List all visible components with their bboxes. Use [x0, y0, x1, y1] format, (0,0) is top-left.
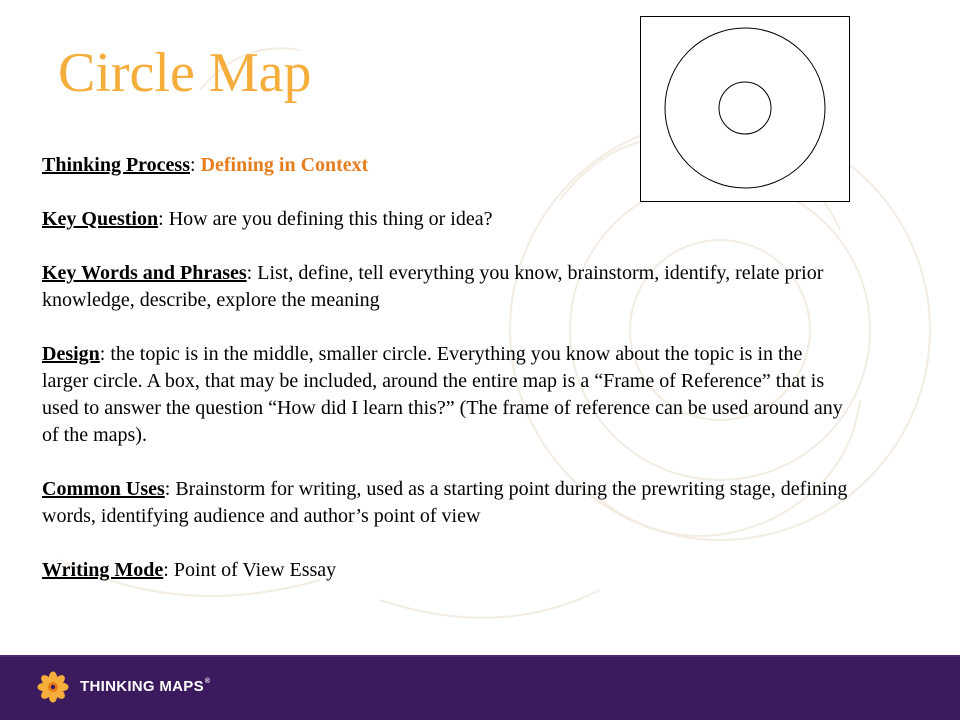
- section-writing-mode: Writing Mode: Point of View Essay: [42, 559, 337, 581]
- section-term: Thinking Process: [42, 154, 190, 176]
- section-thinking-process: Thinking Process: Defining in Context: [42, 154, 369, 176]
- section-key-question: Key Question: How are you defining this thing or idea?: [42, 208, 493, 230]
- section-term: Key Question: [42, 208, 159, 230]
- thinking-process-value: Defining in Context: [200, 154, 369, 176]
- page-title: Circle Map: [58, 42, 312, 104]
- section-term: Design: [42, 343, 100, 365]
- section-text: List, define, tell everything you know, brainstorm, identify, relate prior knowledge, describe, explore the meaning: [42, 262, 824, 311]
- flower-logo-icon: [37, 671, 69, 703]
- section-text: Point of View Essay: [173, 559, 337, 581]
- section-text: Brainstorm for writing, used as a starting point during the prewriting stage, defining words, identifying audience and author’s point of view: [42, 478, 848, 527]
- section-design: Design: the topic is in the middle, smaller circle. Everything you know about the topic is in the larger circle. A box, that may be included, around the entire map is a “Frame of Reference” that is used to answer the question “How did I learn this?” (The frame of reference can be used around any of the maps).: [42, 343, 843, 446]
- section-term: Writing Mode: [42, 559, 164, 581]
- section-text: the topic is in the middle, smaller circle. Everything you know about the topic is in the larger circle. A box, that may be included, around the entire map is a “Frame of Reference” that is used to answer the question “How did I learn this?” (The frame of reference can be used around any of the maps).: [42, 343, 843, 446]
- footer-bar: [0, 655, 960, 720]
- brand-name: THINKING MAPS®: [80, 678, 211, 695]
- section-key-words: Key Words and Phrases: List, define, tell everything you know, brainstorm, identify, relate prior knowledge, describe, explore the meaning: [42, 262, 824, 311]
- section-term: Key Words and Phrases: [42, 262, 247, 284]
- trademark-symbol: ®: [204, 678, 211, 685]
- footer-divider: [0, 655, 960, 657]
- section-common-uses: Common Uses: Brainstorm for writing, used as a starting point during the prewriting stage, defining words, identifying audience and author’s point of view: [42, 478, 848, 527]
- section-text: How are you defining this thing or idea?: [168, 208, 493, 230]
- slide-body: [42, 152, 852, 584]
- section-term: Common Uses: [42, 478, 165, 500]
